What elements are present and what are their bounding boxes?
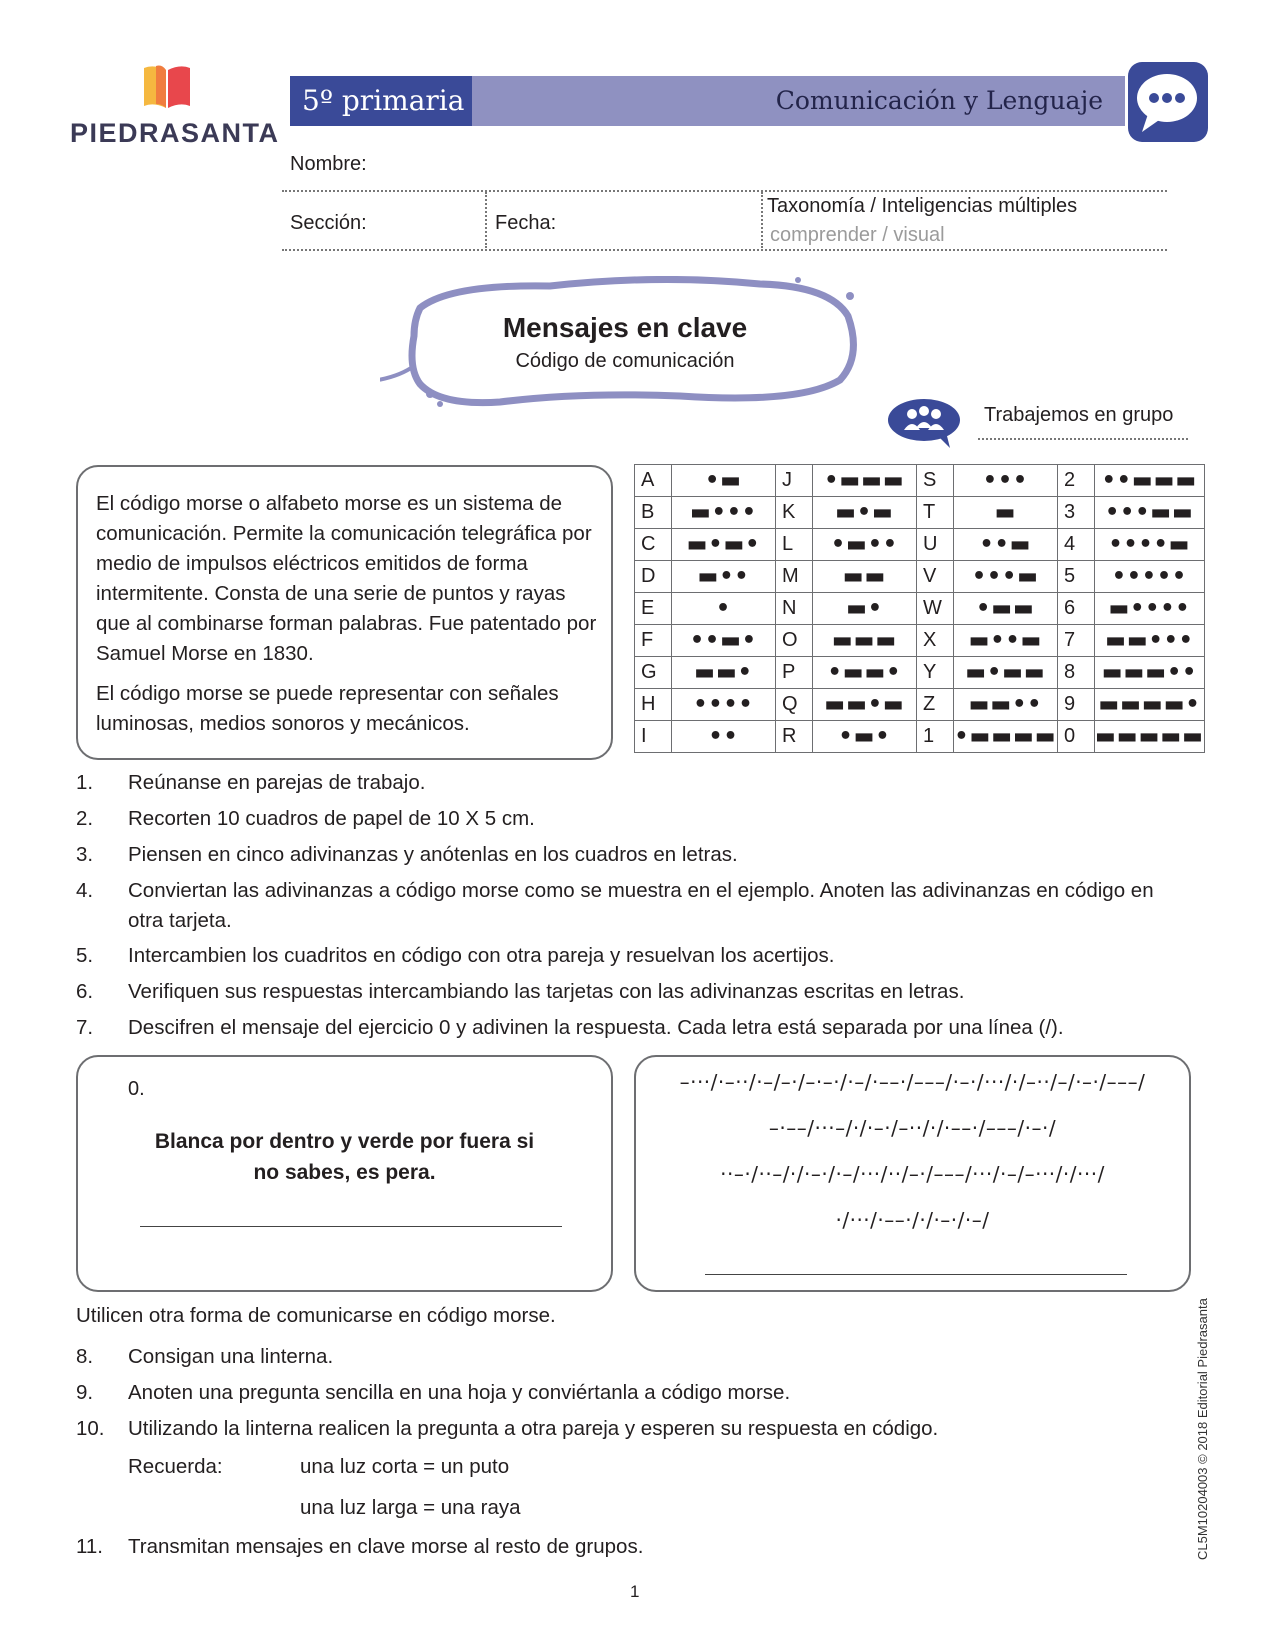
morse-code: ▬•▬•	[672, 529, 776, 561]
morse-character: C	[635, 529, 672, 561]
morse-character: 1	[917, 721, 954, 753]
title-cloud-frame	[380, 276, 870, 416]
date-divider	[761, 192, 763, 248]
morse-code: ▬	[954, 497, 1058, 529]
morse-character: 5	[1058, 561, 1095, 593]
morse-character: 4	[1058, 529, 1095, 561]
morse-code: ▬••	[672, 561, 776, 593]
instruction-text: Anoten una pregunta sencilla en una hoja y conviértanla a código morse.	[128, 1381, 791, 1404]
intro-paragraph-1: El código morse o alfabeto morse es un sistema de comunicación. Permite la comunicación telegráfica por medio de impulsos eléctricos emitidos de forma intermitente. Consta de una serie de puntos y rayas que al combinarse forman palabras. Fue patentado por Samuel Morse en 1830.	[96, 492, 597, 665]
morse-character: P	[776, 657, 813, 689]
group-underline	[978, 438, 1188, 440]
morse-table-row	[635, 721, 1205, 753]
morse-code: ▬••••	[1095, 593, 1205, 625]
morse-character: 8	[1058, 657, 1095, 689]
name-label: Nombre:	[290, 153, 367, 175]
morse-code: ▬▬	[813, 561, 917, 593]
morse-code: ••▬	[954, 529, 1058, 561]
morse-message-line-3: ··–·/··–/·/·–·/·–/···/··/–·/–––/···/·–/–···/·/···/	[720, 1162, 1105, 1186]
morse-code: •▬▬▬▬	[954, 721, 1058, 753]
worksheet-subtitle: Código de comunicación	[515, 350, 735, 372]
morse-character: E	[635, 593, 672, 625]
morse-code-table	[634, 464, 1205, 753]
recuerda-label: Recuerda:	[128, 1455, 223, 1478]
morse-code: ▬•••	[672, 497, 776, 529]
instruction-item	[76, 840, 1186, 870]
logo-wordmark: PIEDRASANTA	[70, 118, 280, 148]
info-bottom-divider	[282, 249, 1167, 251]
morse-code: •▬▬▬	[813, 465, 917, 497]
morse-code: •▬▬	[954, 593, 1058, 625]
morse-code: ••▬•	[672, 625, 776, 657]
morse-code: ••••▬	[1095, 529, 1205, 561]
instruction-number: 5.	[76, 944, 94, 967]
morse-character: Q	[776, 689, 813, 721]
instruction-text: Transmitan mensajes en clave morse al resto de grupos.	[128, 1535, 644, 1558]
instruction-number: 7.	[76, 1016, 94, 1039]
riddle-line-2: no sabes, es pera.	[253, 1161, 436, 1184]
subject-title: Comunicación y Lenguaje	[775, 86, 1103, 115]
morse-code: ▬▬•	[672, 657, 776, 689]
instruction-text: Verifiquen sus respuestas intercambiando las tarjetas con las adivinanzas escritas en letras.	[128, 980, 965, 1003]
instruction-number: 3.	[76, 843, 94, 866]
copyright-notice: CL5M10204003 © 2018 Editorial Piedrasanta	[1195, 1298, 1210, 1560]
instruction-number: 2.	[76, 807, 94, 830]
instruction-text: Piensen en cinco adivinanzas y anótenlas en los cuadros en letras.	[128, 843, 738, 866]
morse-character: U	[917, 529, 954, 561]
morse-character: F	[635, 625, 672, 657]
morse-character: N	[776, 593, 813, 625]
other-form-heading: Utilicen otra forma de comunicarse en código morse.	[76, 1304, 556, 1327]
morse-code: ▬•	[813, 593, 917, 625]
morse-character: 7	[1058, 625, 1095, 657]
morse-code: •▬•	[813, 721, 917, 753]
morse-code: •••▬	[954, 561, 1058, 593]
morse-code: ▬••▬	[954, 625, 1058, 657]
instruction-text: Recorten 10 cuadros de papel de 10 X 5 cm.	[128, 807, 535, 830]
instruction-number: 4.	[76, 879, 94, 902]
instruction-item	[76, 768, 1186, 798]
morse-character: 6	[1058, 593, 1095, 625]
morse-code: •▬▬•	[813, 657, 917, 689]
morse-code: ▬▬▬	[813, 625, 917, 657]
morse-character: Z	[917, 689, 954, 721]
morse-code: ▬▬▬▬•	[1095, 689, 1205, 721]
section-label: Sección:	[290, 212, 367, 234]
instruction-number: 10.	[76, 1417, 105, 1440]
group-work-label: Trabajemos en grupo	[984, 404, 1174, 426]
morse-table-row	[635, 625, 1205, 657]
morse-message-line-4: ·/···/·––·/·/·–·/·–/	[835, 1208, 990, 1232]
instruction-item	[76, 876, 1186, 936]
instruction-item	[76, 1532, 1186, 1562]
taxonomy-label: Taxonomía / Inteligencias múltiples	[767, 195, 1078, 217]
morse-character: M	[776, 561, 813, 593]
morse-table-row	[635, 593, 1205, 625]
intro-box	[76, 465, 613, 760]
instruction-item	[76, 941, 1186, 971]
morse-code: ▬•▬	[813, 497, 917, 529]
morse-character: 2	[1058, 465, 1095, 497]
morse-table-row	[635, 497, 1205, 529]
morse-code: ▬▬▬▬▬	[1095, 721, 1205, 753]
instruction-item	[76, 1378, 1186, 1408]
morse-code: ••••	[672, 689, 776, 721]
morse-character: V	[917, 561, 954, 593]
morse-character: W	[917, 593, 954, 625]
instruction-item	[76, 1342, 1186, 1372]
intro-paragraph-2: El código morse se puede representar con señales luminosas, medios sonoros y mecánicos.	[96, 682, 559, 735]
morse-code: ▬•▬▬	[954, 657, 1058, 689]
morse-character: I	[635, 721, 672, 753]
name-divider	[282, 190, 1167, 192]
instruction-number: 11.	[76, 1535, 103, 1558]
morse-character: A	[635, 465, 672, 497]
morse-character: D	[635, 561, 672, 593]
instruction-item	[76, 977, 1186, 1007]
instruction-item	[76, 804, 1186, 834]
morse-code: •••••	[1095, 561, 1205, 593]
instruction-item	[76, 1013, 1186, 1043]
group-work-icon	[886, 398, 962, 448]
header-bar	[290, 76, 1125, 126]
morse-character: 3	[1058, 497, 1095, 529]
section-divider	[485, 192, 487, 248]
morse-character: T	[917, 497, 954, 529]
instruction-text: Utilizando la linterna realicen la pregunta a otra pareja y esperen su respuesta en código.	[128, 1417, 939, 1440]
morse-code: •	[672, 593, 776, 625]
instruction-text: Intercambien los cuadritos en código con otra pareja y resuelvan los acertijos.	[128, 944, 835, 967]
morse-character: L	[776, 529, 813, 561]
morse-message-line-2: –·––/···–/·/·–·/–··/·/·––·/–––/·–·/	[768, 1116, 1057, 1140]
morse-character: O	[776, 625, 813, 657]
instruction-number: 1.	[76, 771, 94, 794]
riddle-line-1: Blanca por dentro y verde por fuera si	[154, 1130, 535, 1153]
instruction-number: 8.	[76, 1345, 94, 1368]
date-label: Fecha:	[495, 212, 557, 234]
morse-character: 9	[1058, 689, 1095, 721]
instruction-item	[76, 1414, 1186, 1444]
morse-code: ▬▬▬••	[1095, 657, 1205, 689]
morse-message-line-1: –···/·–··/·–/–·/–·–·/·–/·––·/–––/·–·/···/·/–··/–/·–·/–––/	[679, 1070, 1146, 1094]
morse-code: ▬▬••	[954, 689, 1058, 721]
morse-character: Y	[917, 657, 954, 689]
example-riddle	[96, 1126, 593, 1188]
instruction-text: Conviertan las adivinanzas a código morse como se muestra en el ejemplo. Anoten las adivinanzas en código en otra tarjeta.	[128, 879, 1154, 932]
morse-code: ••▬▬▬	[1095, 465, 1205, 497]
page-number: 1	[630, 1582, 640, 1601]
morse-character: S	[917, 465, 954, 497]
worksheet-title: Mensajes en clave	[502, 312, 748, 343]
chat-bubble-icon	[1124, 60, 1210, 150]
morse-table-row	[635, 689, 1205, 721]
decoded-answer-line[interactable]	[705, 1274, 1127, 1275]
recuerda-line-2: una luz larga = una raya	[300, 1496, 521, 1519]
morse-code: •••▬▬	[1095, 497, 1205, 529]
morse-code: •••	[954, 465, 1058, 497]
instruction-text: Reúnanse en parejas de trabajo.	[128, 771, 426, 794]
instruction-text: Consigan una linterna.	[128, 1345, 334, 1368]
morse-table-row	[635, 561, 1205, 593]
morse-character: H	[635, 689, 672, 721]
recuerda-line-1: una luz corta = un puto	[300, 1455, 510, 1478]
morse-character: G	[635, 657, 672, 689]
morse-code: ▬▬•▬	[813, 689, 917, 721]
example-number: 0.	[128, 1078, 145, 1100]
morse-table-row	[635, 529, 1205, 561]
answer-line[interactable]	[140, 1226, 562, 1227]
morse-code: •▬••	[813, 529, 917, 561]
instruction-number: 9.	[76, 1381, 94, 1404]
morse-table-row	[635, 465, 1205, 497]
morse-character: K	[776, 497, 813, 529]
morse-character: 0	[1058, 721, 1095, 753]
taxonomy-value: comprender / visual	[770, 224, 945, 246]
morse-code: ••	[672, 721, 776, 753]
instruction-number: 6.	[76, 980, 94, 1003]
book-logo-icon	[142, 62, 192, 110]
morse-character: X	[917, 625, 954, 657]
morse-code: •▬	[672, 465, 776, 497]
morse-table-row	[635, 657, 1205, 689]
morse-character: R	[776, 721, 813, 753]
instruction-text: Descifren el mensaje del ejercicio 0 y adivinen la respuesta. Cada letra está separada por una línea (/).	[128, 1016, 1064, 1039]
morse-character: J	[776, 465, 813, 497]
grade-label: 5º primaria	[290, 76, 472, 126]
morse-code: ▬▬•••	[1095, 625, 1205, 657]
morse-character: B	[635, 497, 672, 529]
